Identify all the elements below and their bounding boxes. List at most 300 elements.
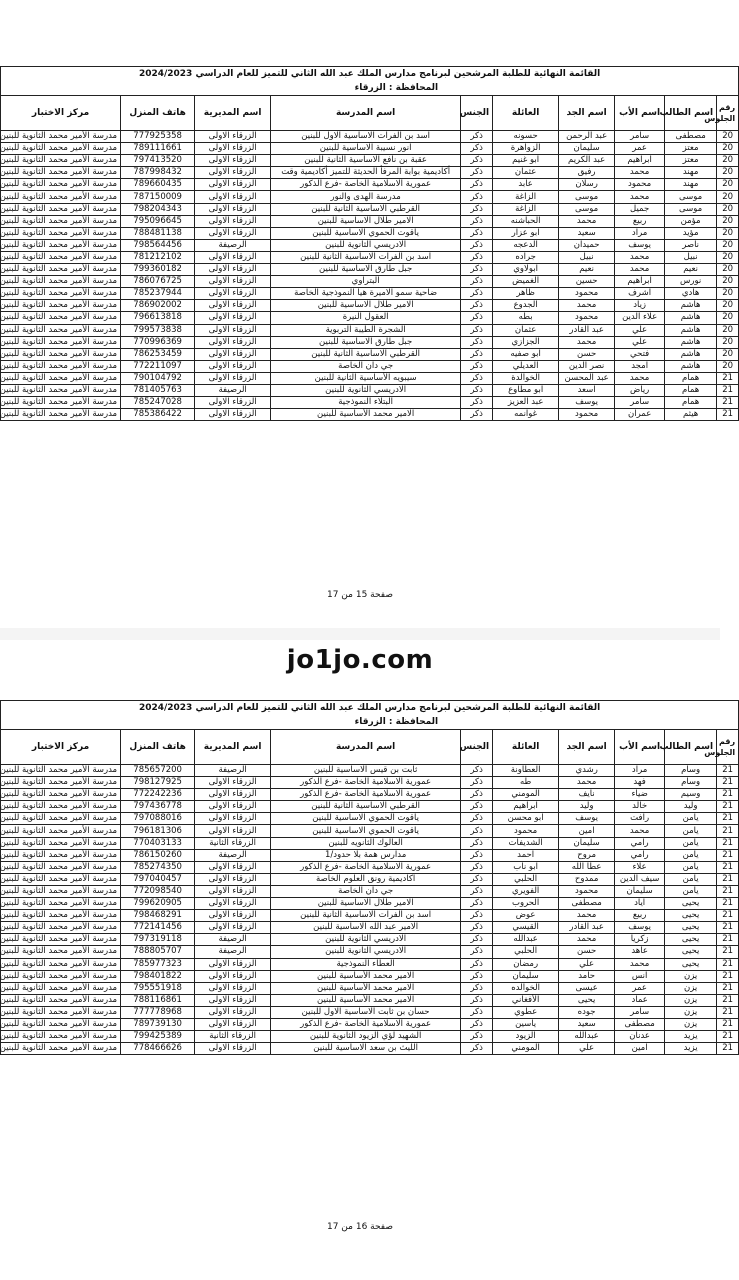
cell-family: الزاغة — [493, 191, 559, 203]
table-row — [1, 801, 739, 813]
cell-gender: ذكر — [461, 227, 493, 239]
cell-gender: ذكر — [461, 384, 493, 396]
cell-student-name: هاشم — [665, 360, 717, 372]
header-home-phone: هاتف المنزل — [121, 96, 195, 131]
cell-home-phone: 785657200 — [121, 765, 195, 777]
cell-father-name: سامر — [615, 131, 665, 143]
cell-family: ظاهر — [493, 288, 559, 300]
cell-school: عمورية الاسلامية الخاصة -فرع الذكور — [271, 789, 461, 801]
cell-home-phone: 788116861 — [121, 994, 195, 1006]
cell-school: القرطبي الاساسية الثانية للبنين — [271, 801, 461, 813]
cell-directorate: الزرقاء الاولى — [195, 801, 271, 813]
governorate-label: المحافظة : الزرقاء — [1, 715, 739, 730]
cell-seat-number: 20 — [717, 239, 739, 251]
cell-seat-number: 21 — [717, 1031, 739, 1043]
cell-father-name: عمر — [615, 982, 665, 994]
cell-family: الدعجه — [493, 239, 559, 251]
cell-seat-number: 20 — [717, 191, 739, 203]
watermark-text: jo1jo.com — [286, 645, 434, 675]
cell-gender: ذكر — [461, 934, 493, 946]
cell-father-name: مراد — [615, 765, 665, 777]
cell-seat-number: 21 — [717, 397, 739, 409]
cell-student-name: همام — [665, 372, 717, 384]
cell-student-name: هيثم — [665, 409, 717, 421]
cell-student-name: يزن — [665, 982, 717, 994]
cell-school: العقول النيرة — [271, 312, 461, 324]
cell-home-phone: 797040457 — [121, 873, 195, 885]
cell-student-name: يامن — [665, 861, 717, 873]
header-grandfather-name: اسم الجد — [559, 730, 615, 765]
cell-directorate: الرصيفة — [195, 384, 271, 396]
header-school: اسم المدرسة — [271, 96, 461, 131]
cell-gender: ذكر — [461, 360, 493, 372]
page-number-footer: صفحة 16 من 17 — [326, 1222, 393, 1232]
cell-directorate: الرصيفة — [195, 946, 271, 958]
cell-school: اسد بن الفرات الاساسية الاول للبنين — [271, 131, 461, 143]
cell-grandfather-name: محمد — [559, 215, 615, 227]
cell-directorate: الزرقاء الاولى — [195, 873, 271, 885]
cell-gender: ذكر — [461, 1031, 493, 1043]
cell-student-name: نبيل — [665, 251, 717, 263]
cell-test-center: مدرسة الأمير محمد الثانوية للبنين — [1, 360, 121, 372]
cell-gender: ذكر — [461, 1018, 493, 1030]
cell-test-center: مدرسة الأمير محمد الثانوية للبنين — [1, 789, 121, 801]
table-body — [1, 131, 739, 421]
cell-gender: ذكر — [461, 336, 493, 348]
cell-school: عقبة بن نافع الاساسية الثانية للبنين — [271, 155, 461, 167]
cell-school: مدرسة الهدى والنور — [271, 191, 461, 203]
cell-family: الفويري — [493, 885, 559, 897]
cell-directorate: الزرقاء الاولى — [195, 360, 271, 372]
cell-seat-number: 21 — [717, 384, 739, 396]
cell-family: العطاونة — [493, 765, 559, 777]
cell-father-name: جميل — [615, 203, 665, 215]
table-row — [1, 384, 739, 396]
cell-gender: ذكر — [461, 215, 493, 227]
cell-family: ابولاوي — [493, 264, 559, 276]
document-page-15 — [0, 66, 736, 558]
cell-grandfather-name: علي — [559, 958, 615, 970]
cell-directorate: الزرقاء الاولى — [195, 922, 271, 934]
cell-seat-number: 21 — [717, 837, 739, 849]
cell-home-phone: 785274350 — [121, 861, 195, 873]
cell-gender: ذكر — [461, 312, 493, 324]
cell-gender: ذكر — [461, 789, 493, 801]
cell-test-center: مدرسة الأمير محمد الثانوية للبنين — [1, 1043, 121, 1055]
cell-father-name: عمران — [615, 409, 665, 421]
cell-home-phone: 789111661 — [121, 143, 195, 155]
cell-test-center: مدرسة الأمير محمد الثانوية للبنين — [1, 372, 121, 384]
cell-test-center: مدرسة الأمير محمد الثانوية للبنين — [1, 922, 121, 934]
cell-gender: ذكر — [461, 409, 493, 421]
cell-family: ابو ناب — [493, 861, 559, 873]
cell-student-name: هاشم — [665, 348, 717, 360]
cell-directorate: الزرقاء الاولى — [195, 215, 271, 227]
cell-school: جبل طارق الاساسية للبنين — [271, 336, 461, 348]
cell-grandfather-name: عطا الله — [559, 861, 615, 873]
cell-test-center: مدرسة الأمير محمد الثانوية للبنين — [1, 958, 121, 970]
cell-family: ابو عزار — [493, 227, 559, 239]
cell-grandfather-name: سليمان — [559, 837, 615, 849]
cell-seat-number: 20 — [717, 276, 739, 288]
cell-grandfather-name: ممدوح — [559, 873, 615, 885]
cell-grandfather-name: مصطفى — [559, 898, 615, 910]
cell-father-name: ابراهيم — [615, 155, 665, 167]
table-row — [1, 825, 739, 837]
cell-directorate: الزرقاء الاولى — [195, 409, 271, 421]
cell-school: سيبويه الأساسية الثانية للبنين — [271, 372, 461, 384]
cell-seat-number: 20 — [717, 203, 739, 215]
cell-test-center: مدرسة الأمير محمد الثانوية للبنين — [1, 1018, 121, 1030]
cell-father-name: فتحي — [615, 348, 665, 360]
cell-seat-number: 21 — [717, 777, 739, 789]
cell-family: ابراهيم — [493, 801, 559, 813]
cell-student-name: يامن — [665, 837, 717, 849]
cell-test-center: مدرسة الأمير محمد الثانوية للبنين — [1, 215, 121, 227]
cell-home-phone: 797319118 — [121, 934, 195, 946]
cell-home-phone: 787998432 — [121, 167, 195, 179]
cell-student-name: يحيى — [665, 958, 717, 970]
cell-directorate: الزرقاء الاولى — [195, 861, 271, 873]
cell-family: بطه — [493, 312, 559, 324]
cell-family: الجدوع — [493, 300, 559, 312]
cell-student-name: وسام — [665, 765, 717, 777]
cell-seat-number: 21 — [717, 994, 739, 1006]
cell-seat-number: 21 — [717, 789, 739, 801]
table-row — [1, 397, 739, 409]
candidates-table — [0, 700, 739, 1055]
cell-test-center: مدرسة الأمير محمد الثانوية للبنين — [1, 849, 121, 861]
cell-directorate: الزرقاء الاولى — [195, 898, 271, 910]
cell-school: الامير محمد الأساسية للبنين — [271, 970, 461, 982]
cell-seat-number: 20 — [717, 131, 739, 143]
cell-grandfather-name: موسى — [559, 203, 615, 215]
cell-grandfather-name: حامد — [559, 970, 615, 982]
cell-home-phone: 789739130 — [121, 1018, 195, 1030]
cell-directorate: الزرقاء الاولى — [195, 348, 271, 360]
cell-directorate: الزرقاء الاولى — [195, 825, 271, 837]
cell-seat-number: 21 — [717, 1006, 739, 1018]
cell-student-name: يزن — [665, 1018, 717, 1030]
cell-directorate: الزرقاء الاولى — [195, 970, 271, 982]
cell-seat-number: 21 — [717, 922, 739, 934]
table-row — [1, 934, 739, 946]
cell-directorate: الزرقاء الاولى — [195, 885, 271, 897]
cell-home-phone: 799620905 — [121, 898, 195, 910]
cell-gender: ذكر — [461, 922, 493, 934]
cell-family: العديلي — [493, 360, 559, 372]
cell-school: البتلاء النموذجية — [271, 397, 461, 409]
cell-test-center: مدرسة الأمير محمد الثانوية للبنين — [1, 131, 121, 143]
cell-student-name: يحيى — [665, 898, 717, 910]
cell-home-phone: 786253459 — [121, 348, 195, 360]
governorate-label: المحافظة : الزرقاء — [1, 81, 739, 96]
cell-test-center: مدرسة الأمير محمد الثانوية للبنين — [1, 898, 121, 910]
cell-directorate: الزرقاء الاولى — [195, 167, 271, 179]
cell-home-phone: 786076725 — [121, 276, 195, 288]
header-test-center: مركز الاختبار — [1, 96, 121, 131]
table-body — [1, 765, 739, 1055]
cell-grandfather-name: حسن — [559, 348, 615, 360]
cell-home-phone: 797436778 — [121, 801, 195, 813]
cell-family: عثمان — [493, 324, 559, 336]
cell-grandfather-name: محمد — [559, 934, 615, 946]
cell-directorate: الزرقاء الاولى — [195, 191, 271, 203]
cell-seat-number: 21 — [717, 849, 739, 861]
cell-grandfather-name: امين — [559, 825, 615, 837]
cell-test-center: مدرسة الأمير محمد الثانوية للبنين — [1, 813, 121, 825]
cell-school: ضاحية سمو الاميرة هيا النموذجية الخاصة — [271, 288, 461, 300]
cell-grandfather-name: يوسف — [559, 813, 615, 825]
cell-school: الشهيد لؤي الزيود الثانوية للبنين — [271, 1031, 461, 1043]
cell-father-name: سليمان — [615, 885, 665, 897]
cell-grandfather-name: علي — [559, 1043, 615, 1055]
cell-grandfather-name: نايف — [559, 789, 615, 801]
cell-father-name: عدنان — [615, 1031, 665, 1043]
cell-family: جراده — [493, 251, 559, 263]
header-test-center: مركز الاختبار — [1, 730, 121, 765]
cell-father-name: محمد — [615, 958, 665, 970]
cell-father-name: علاء الدين — [615, 312, 665, 324]
cell-seat-number: 20 — [717, 324, 739, 336]
cell-seat-number: 21 — [717, 946, 739, 958]
cell-home-phone: 777778968 — [121, 1006, 195, 1018]
table-row — [1, 813, 739, 825]
cell-father-name: يوسف — [615, 922, 665, 934]
cell-gender: ذكر — [461, 946, 493, 958]
cell-gender: ذكر — [461, 155, 493, 167]
table-row — [1, 837, 739, 849]
cell-directorate: الزرقاء الاولى — [195, 143, 271, 155]
table-row — [1, 348, 739, 360]
cell-family: حسونه — [493, 131, 559, 143]
cell-home-phone: 799573838 — [121, 324, 195, 336]
cell-student-name: يزن — [665, 970, 717, 982]
cell-school: انور نسيبة الاساسية للبنين — [271, 143, 461, 155]
cell-directorate: الزرقاء الاولى — [195, 910, 271, 922]
table-row — [1, 922, 739, 934]
cell-home-phone: 778466626 — [121, 1043, 195, 1055]
cell-gender: ذكر — [461, 970, 493, 982]
cell-directorate: الزرقاء الاولى — [195, 312, 271, 324]
cell-student-name: همام — [665, 397, 717, 409]
cell-grandfather-name: عيسى — [559, 982, 615, 994]
cell-gender: ذكر — [461, 372, 493, 384]
table-row — [1, 179, 739, 191]
cell-directorate: الزرقاء الاولى — [195, 203, 271, 215]
cell-test-center: مدرسة الأمير محمد الثانوية للبنين — [1, 288, 121, 300]
cell-seat-number: 20 — [717, 143, 739, 155]
cell-student-name: موسى — [665, 203, 717, 215]
cell-father-name: رامي — [615, 837, 665, 849]
cell-student-name: مؤمن — [665, 215, 717, 227]
cell-grandfather-name: حسن — [559, 946, 615, 958]
cell-home-phone: 789660435 — [121, 179, 195, 191]
cell-test-center: مدرسة الأمير محمد الثانوية للبنين — [1, 825, 121, 837]
cell-test-center: مدرسة الأمير محمد الثانوية للبنين — [1, 251, 121, 263]
cell-grandfather-name: حميدان — [559, 239, 615, 251]
cell-home-phone: 795551918 — [121, 982, 195, 994]
cell-directorate: الزرقاء الاولى — [195, 131, 271, 143]
cell-gender: ذكر — [461, 885, 493, 897]
cell-directorate: الزرقاء الاولى — [195, 813, 271, 825]
cell-family: عطوي — [493, 1006, 559, 1018]
cell-student-name: هاشم — [665, 300, 717, 312]
cell-test-center: مدرسة الأمير محمد الثانوية للبنين — [1, 934, 121, 946]
cell-test-center: مدرسة الأمير محمد الثانوية للبنين — [1, 300, 121, 312]
cell-directorate: الرصيفة — [195, 934, 271, 946]
cell-home-phone: 785977323 — [121, 958, 195, 970]
cell-directorate: الزرقاء الاولى — [195, 1006, 271, 1018]
cell-student-name: مهند — [665, 167, 717, 179]
cell-family: الأفغاني — [493, 994, 559, 1006]
table-row — [1, 264, 739, 276]
table-row — [1, 994, 739, 1006]
cell-home-phone: 785237944 — [121, 288, 195, 300]
cell-family: ابو غنيم — [493, 155, 559, 167]
cell-grandfather-name: محمد — [559, 910, 615, 922]
cell-directorate: الزرقاء الاولى — [195, 1043, 271, 1055]
cell-gender: ذكر — [461, 131, 493, 143]
cell-test-center: مدرسة الأمير محمد الثانوية للبنين — [1, 1031, 121, 1043]
cell-father-name: ضياء — [615, 789, 665, 801]
cell-father-name: امين — [615, 1043, 665, 1055]
cell-test-center: مدرسة الأمير محمد الثانوية للبنين — [1, 264, 121, 276]
table-row — [1, 324, 739, 336]
cell-seat-number: 21 — [717, 765, 739, 777]
cell-gender: ذكر — [461, 765, 493, 777]
cell-directorate: الزرقاء الاولى — [195, 276, 271, 288]
cell-directorate: الزرقاء الاولى — [195, 372, 271, 384]
cell-grandfather-name: جوده — [559, 1006, 615, 1018]
cell-student-name: هاشم — [665, 324, 717, 336]
cell-school: الامير محمد الأساسية للبنين — [271, 994, 461, 1006]
cell-student-name: يامن — [665, 813, 717, 825]
cell-directorate: الرصيفة — [195, 849, 271, 861]
table-row — [1, 789, 739, 801]
cell-seat-number: 20 — [717, 227, 739, 239]
cell-directorate: الزرقاء الاولى — [195, 324, 271, 336]
cell-directorate: الزرقاء الثانية — [195, 1031, 271, 1043]
cell-student-name: هادي — [665, 288, 717, 300]
cell-grandfather-name: عبد القادر — [559, 922, 615, 934]
cell-family: ابو مطاوع — [493, 384, 559, 396]
cell-grandfather-name: محمد — [559, 777, 615, 789]
cell-seat-number: 21 — [717, 970, 739, 982]
cell-grandfather-name: عبد الكريم — [559, 155, 615, 167]
cell-test-center: مدرسة الأمير محمد الثانوية للبنين — [1, 143, 121, 155]
cell-test-center: مدرسة الأمير محمد الثانوية للبنين — [1, 384, 121, 396]
table-row — [1, 360, 739, 372]
cell-grandfather-name: محمود — [559, 312, 615, 324]
cell-father-name: ربيع — [615, 910, 665, 922]
table-row — [1, 970, 739, 982]
header-student-name: اسم الطالب — [665, 96, 717, 131]
cell-student-name: مهند — [665, 179, 717, 191]
cell-home-phone: 787150009 — [121, 191, 195, 203]
cell-home-phone: 788481138 — [121, 227, 195, 239]
cell-student-name: يزن — [665, 1006, 717, 1018]
cell-gender: ذكر — [461, 994, 493, 1006]
cell-home-phone: 799360182 — [121, 264, 195, 276]
cell-school: العطاء النموذجية — [271, 958, 461, 970]
cell-father-name: انس — [615, 970, 665, 982]
cell-family: الخوالدة — [493, 372, 559, 384]
cell-student-name: يامن — [665, 849, 717, 861]
cell-family: عوض — [493, 910, 559, 922]
cell-seat-number: 21 — [717, 861, 739, 873]
cell-gender: ذكر — [461, 849, 493, 861]
cell-father-name: عاهد — [615, 946, 665, 958]
cell-school: عمورية الاسلامية الخاصة -فرع الذكور — [271, 861, 461, 873]
cell-family: ابو محسن — [493, 813, 559, 825]
cell-family: الغميض — [493, 276, 559, 288]
cell-home-phone: 781212102 — [121, 251, 195, 263]
header-family: العائلة — [493, 730, 559, 765]
cell-student-name: معتز — [665, 155, 717, 167]
cell-school: الليث بن سعد الاساسية للبنين — [271, 1043, 461, 1055]
cell-directorate: الزرقاء الاولى — [195, 982, 271, 994]
header-grandfather-name: اسم الجد — [559, 96, 615, 131]
cell-student-name: وليد — [665, 801, 717, 813]
cell-seat-number: 21 — [717, 1043, 739, 1055]
cell-grandfather-name: اسعد — [559, 384, 615, 396]
cell-family: الخوالده — [493, 982, 559, 994]
cell-school: العالوك الثانويه للبنين — [271, 837, 461, 849]
table-row — [1, 765, 739, 777]
cell-school: جي دان الخاصة — [271, 885, 461, 897]
cell-family: طه — [493, 777, 559, 789]
cell-father-name: ربيع — [615, 215, 665, 227]
cell-father-name: عماد — [615, 994, 665, 1006]
cell-school: أكاديمية بوابة المرفأ الحديثة للتميز أكاديمية وقت — [271, 167, 461, 179]
cell-student-name: مصطفى — [665, 131, 717, 143]
cell-school: الامير محمد الأساسية للبنين — [271, 982, 461, 994]
table-row — [1, 227, 739, 239]
header-directorate: اسم المديرية — [195, 96, 271, 131]
cell-seat-number: 21 — [717, 934, 739, 946]
cell-seat-number: 21 — [717, 1018, 739, 1030]
cell-home-phone: 798127925 — [121, 777, 195, 789]
cell-family: غوانمه — [493, 409, 559, 421]
cell-test-center: مدرسة الأمير محمد الثانوية للبنين — [1, 397, 121, 409]
cell-student-name: معتز — [665, 143, 717, 155]
cell-test-center: مدرسة الأمير محمد الثانوية للبنين — [1, 982, 121, 994]
cell-student-name: يامن — [665, 885, 717, 897]
header-home-phone: هاتف المنزل — [121, 730, 195, 765]
cell-school: الادريسي الثانوية للبنين — [271, 946, 461, 958]
table-row — [1, 777, 739, 789]
cell-school: الامير طلال الاساسية للبنين — [271, 898, 461, 910]
header-father-name: اسم الأب — [615, 96, 665, 131]
cell-directorate: الزرقاء الاولى — [195, 251, 271, 263]
table-row — [1, 1031, 739, 1043]
table-row — [1, 312, 739, 324]
cell-seat-number: 20 — [717, 155, 739, 167]
header-student-name: اسم الطالب — [665, 730, 717, 765]
cell-gender: ذكر — [461, 179, 493, 191]
table-row — [1, 276, 739, 288]
cell-home-phone: 786902002 — [121, 300, 195, 312]
cell-directorate: الزرقاء الاولى — [195, 789, 271, 801]
cell-directorate: الرصيفة — [195, 239, 271, 251]
cell-directorate: الزرقاء الاولى — [195, 155, 271, 167]
cell-school: عمورية الاسلامية الخاصة -فرع الذكور — [271, 179, 461, 191]
cell-home-phone: 799425389 — [121, 1031, 195, 1043]
cell-family: عبد العزيز — [493, 397, 559, 409]
cell-home-phone: 786150260 — [121, 849, 195, 861]
cell-father-name: يوسف — [615, 239, 665, 251]
